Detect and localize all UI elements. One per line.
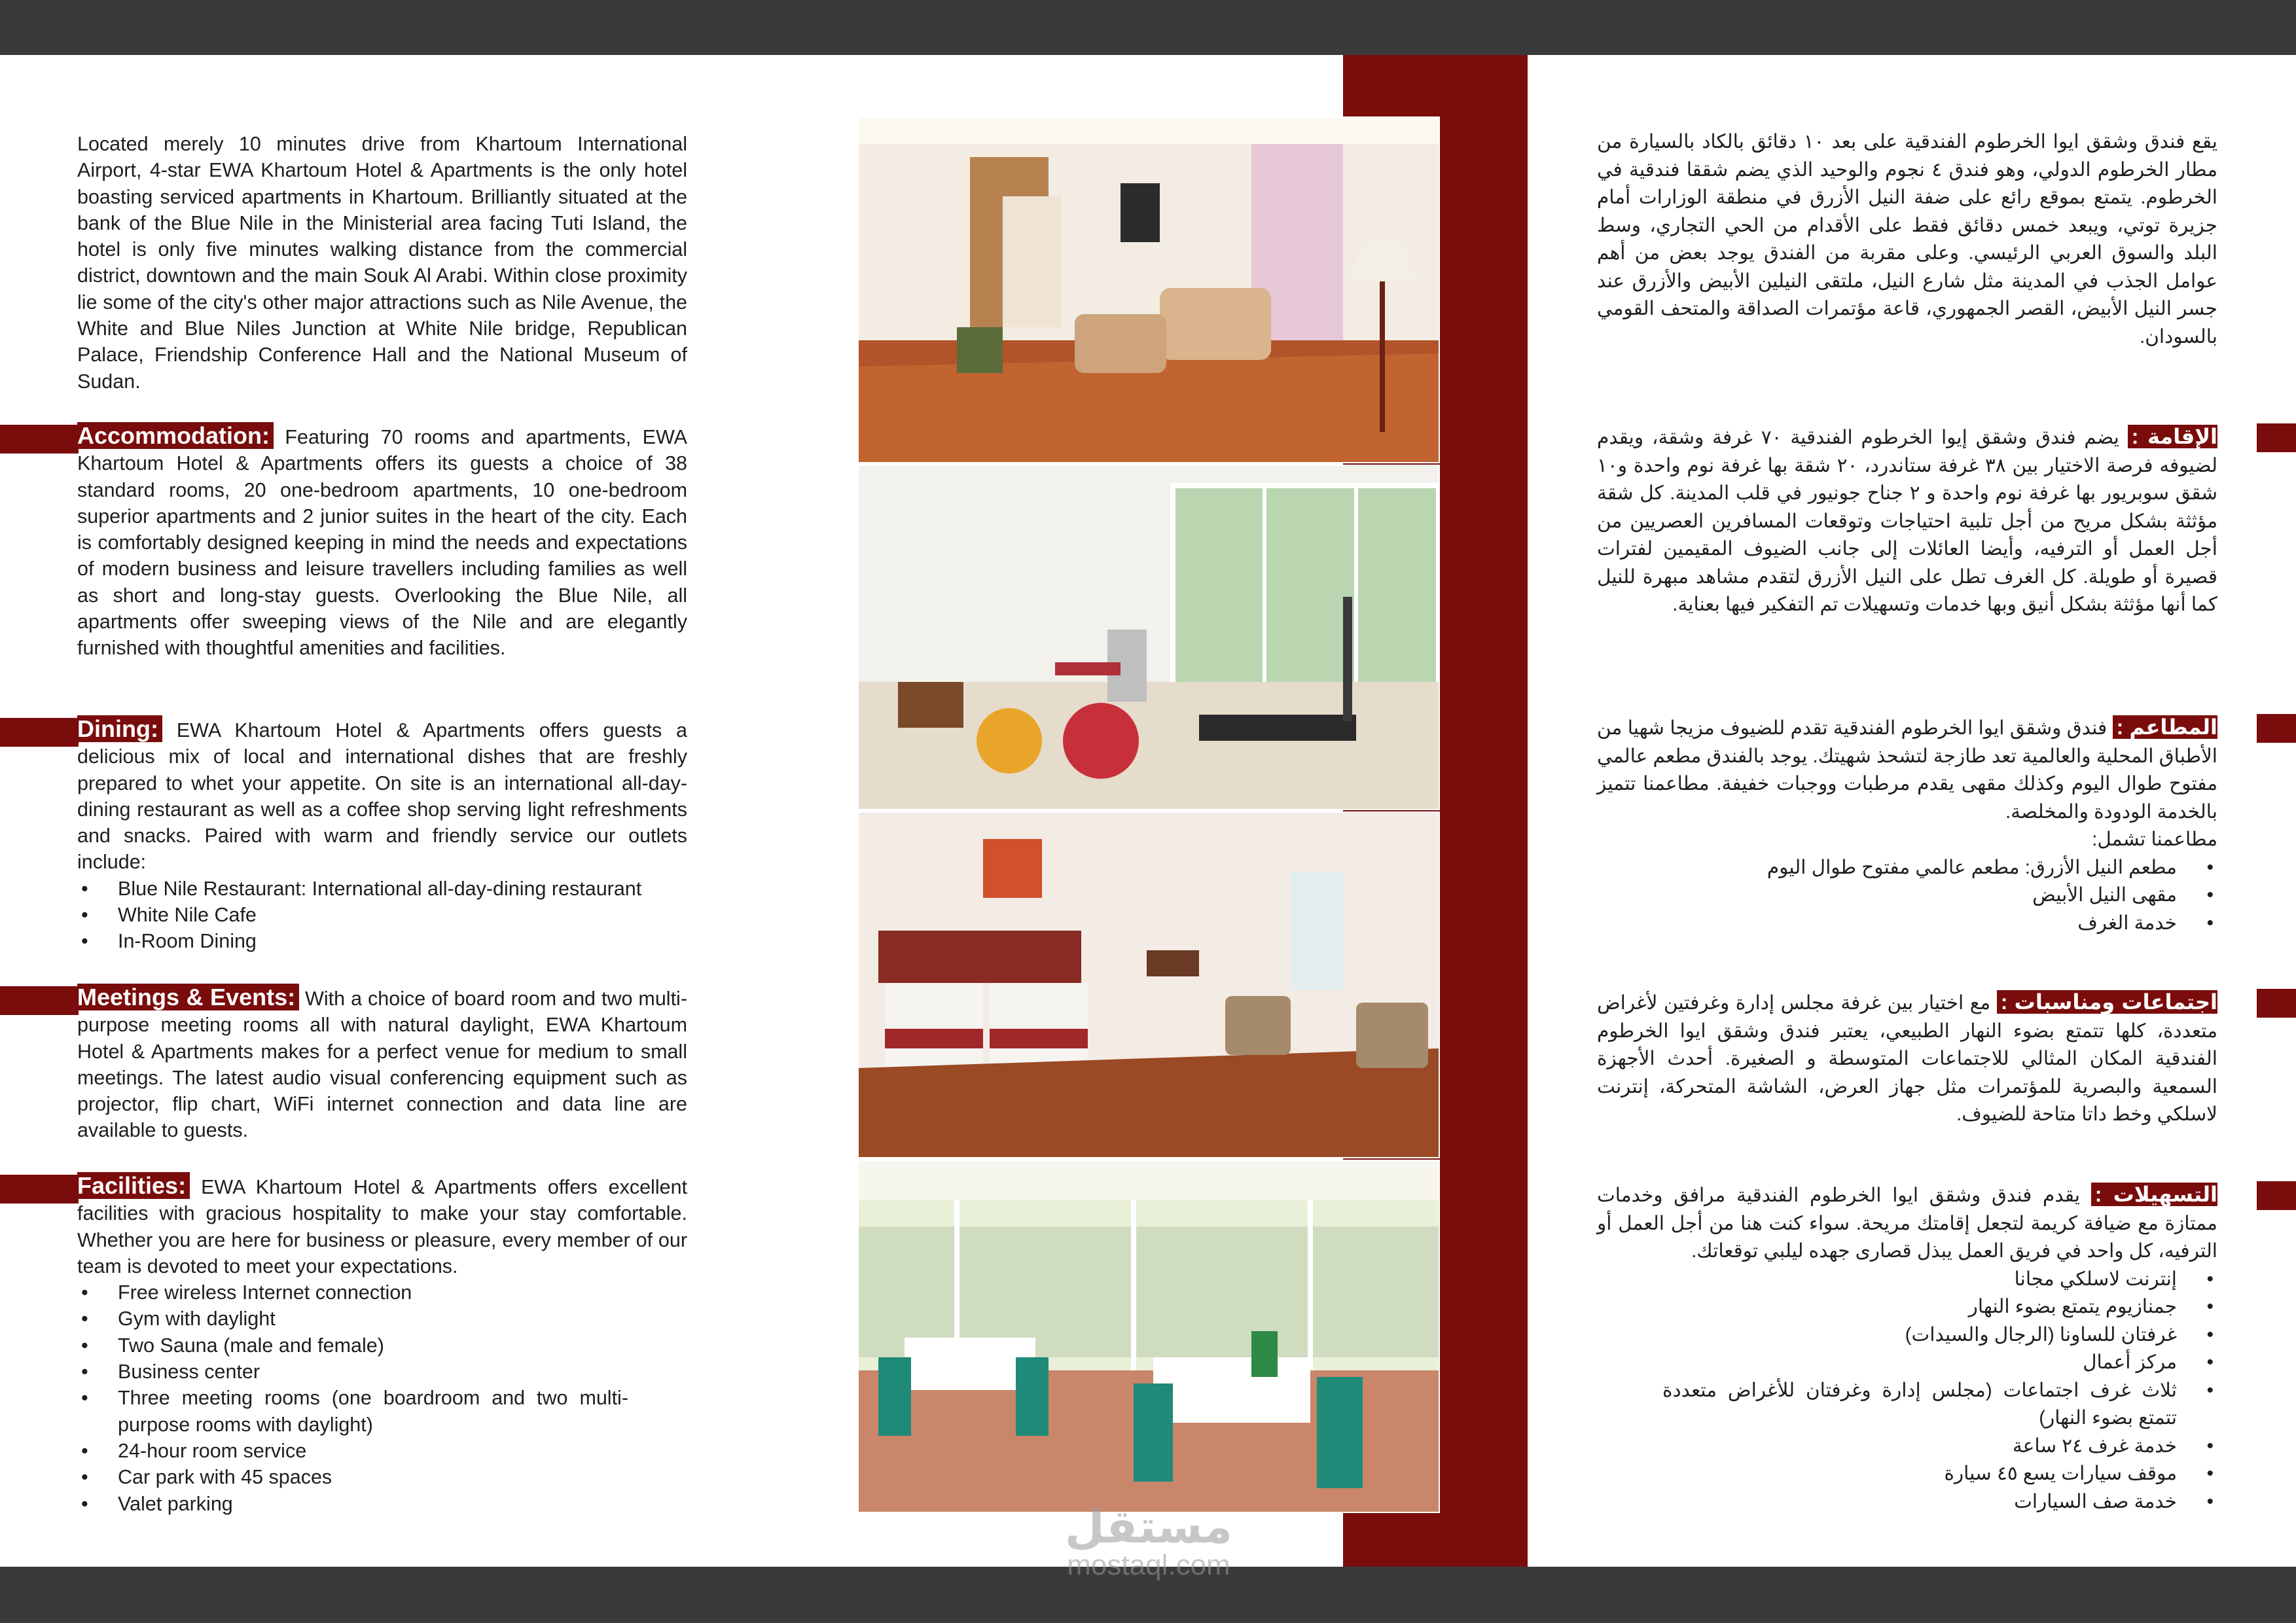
accommodation-text-ar: يضم فندق وشقق إيوا الخرطوم الفندقية ٧٠ غرفة وشقة، ويقدم لضيوفه فرصة الاختيار بين ٣٨ غرفة ستاندرد، ٢٠ شقة بها غرفة نوم واحدة و١٠ شقق سوبريور بها غرفة نوم واحدة و ٢ جناح جونيور في قلب المدينة. كل شقة مؤثثة بشكل مريح من أجل تلبية احتياجات وتوقعات المسافرين العصريين من أجل العمل أو الترفيه، وأيضا العائلات إلى جانب الضيوف المقيمين لفترات قصيرة أو طويلة. كل الغرف تطل على النيل الأزرق لتقدم مشاهد مبهرة للنيل كما أنها مؤثثة بشكل أنيق وبها خدمات وتسهيلات تم التفكير فيها بعناية. bbox=[1597, 427, 2217, 615]
accommodation-bar-en bbox=[0, 425, 79, 454]
facilities-bar-en bbox=[0, 1175, 79, 1204]
dining-heading-en: Dining: bbox=[77, 715, 162, 742]
english-intro bbox=[77, 131, 687, 395]
apartment-living-room-photo bbox=[857, 116, 1440, 463]
facilities-text-en: EWA Khartoum Hotel & Apartments offers excellent facilities with gracious hospitality to make your stay comfortable. Whether you are here for business or pleasure, every member of our team is devoted to meet your expectations. bbox=[77, 1176, 688, 1277]
dining-heading-ar: المطاعم : bbox=[2113, 715, 2217, 739]
facilities-text-ar: يقدم فندق وشقق ايوا الخرطوم الفندقية مرافق وخدمات ممتازة مع ضيافة كريمة لتجعل إقامتك مريحة. سواء كنت هنا من أجل العمل أو الترفيه، كل واحد في فريق العمل يبذل قصارى جهده ليلبي توقعاتك. bbox=[1597, 1185, 2217, 1262]
list-item: • خدمة صف السيارات bbox=[1597, 1488, 2217, 1516]
dining-list-en bbox=[77, 876, 687, 955]
list-item: • جمنازيوم يتمتع بضوء النهار bbox=[1597, 1293, 2217, 1321]
list-item: • ثلاث غرف اجتماعات (مجلس إدارة وغرفتان للأغراض متعددة تتمتع بضوء النهار) bbox=[1597, 1377, 2217, 1433]
arabic-accommodation bbox=[1597, 423, 2217, 619]
arabic-facilities bbox=[1597, 1181, 2217, 1516]
english-dining bbox=[77, 716, 687, 955]
dining-bar-en bbox=[0, 718, 79, 747]
meetings-bar-ar bbox=[2257, 989, 2296, 1018]
facilities-heading-ar: التسهيلات : bbox=[2091, 1183, 2217, 1206]
restaurant-photo bbox=[857, 1160, 1440, 1513]
list-item: • 24-hour room service bbox=[77, 1438, 687, 1464]
list-item: • Car park with 45 spaces bbox=[77, 1464, 687, 1490]
list-item: • White Nile Cafe bbox=[77, 902, 687, 928]
list-item: • Three meeting rooms (one boardroom and two multi-purpose rooms with daylight) bbox=[77, 1385, 687, 1438]
meetings-bar-en bbox=[0, 986, 79, 1015]
arabic-meetings bbox=[1597, 988, 2217, 1129]
watermark-logo: مستقل bbox=[1064, 1500, 1232, 1554]
accommodation-text-en: Featuring 70 rooms and apartments, EWA Khartoum Hotel & Apartments offers its guests a choice of 38 standard rooms, 20 one-bedroom apartments, 10 one-bedroom superior apartments and 2 junior suites in the heart of the city. Each is comfortably designed keeping in mind the needs and expectations of modern business and leisure travellers including families as well as short and long-stay guests. Overlooking the Blue Nile, all apartments offer sweeping views of the Nile and are elegantly furnished with thoughtful amenities and facilities. bbox=[77, 426, 687, 660]
list-item: • موقف سيارات يسع ٤٥ سيارة bbox=[1597, 1460, 2217, 1488]
dining-list-intro-ar: مطاعمنا تشمل: bbox=[2092, 829, 2217, 850]
arabic-dining bbox=[1597, 713, 2217, 937]
accommodation-heading-ar: الإقامة : bbox=[2128, 425, 2217, 448]
list-item: • Valet parking bbox=[77, 1491, 687, 1517]
dining-text-en: EWA Khartoum Hotel & Apartments offers guests a delicious mix of local and international dishes that are freshly prepared to whet your appetite. On site is an international all-day-dining restaurant as well as a coffee shop serving light refreshments and snacks. Paired with warm and friendly service our outlets include: bbox=[77, 719, 688, 874]
accommodation-heading-en: Accommodation: bbox=[77, 422, 274, 449]
arabic-intro bbox=[1597, 128, 2217, 351]
english-facilities bbox=[77, 1173, 687, 1517]
list-item: • Free wireless Internet connection bbox=[77, 1279, 687, 1306]
top-band bbox=[0, 0, 2296, 55]
list-item: • In-Room Dining bbox=[77, 928, 687, 954]
meetings-heading-en: Meetings & Events: bbox=[77, 984, 299, 1010]
facilities-bar-ar bbox=[2257, 1181, 2296, 1210]
list-item: • مطعم النيل الأزرق: مطعم عالمي مفتوح طوال اليوم bbox=[1597, 854, 2217, 882]
list-item: • مقهى النيل الأبيض bbox=[1597, 882, 2217, 910]
list-item: • خدمة الغرف bbox=[1597, 910, 2217, 938]
english-intro-text: Located merely 10 minutes drive from Khartoum International Airport, 4-star EWA Khartoum Hotel & Apartments is the only hotel boasting serviced apartments in Khartoum. Brilliantly situated at the bank of the Blue Nile in the Ministerial area facing Tuti Island, the hotel is only five minutes walking distance from the commercial district, downtown and the main Souk Al Arabi. Within close proximity lie some of the city's other major attractions such as Nile Avenue, the White and Blue Niles Junction at White Nile bridge, Republican Palace, Friendship Conference Hall and the National Museum of Sudan. bbox=[77, 133, 687, 393]
list-item: • مركز أعمال bbox=[1597, 1349, 2217, 1377]
meetings-text-en: With a choice of board room and two multi-purpose meeting rooms all with natural daylight, EWA Khartoum Hotel & Apartments makes for a perfect venue for medium to small meetings. The latest audio visual conferencing equipment such as projector, flip chart, WiFi internet connection and data line are available to guests. bbox=[77, 988, 687, 1142]
list-item: • Blue Nile Restaurant: International all-day-dining restaurant bbox=[77, 876, 687, 902]
bedroom-photo bbox=[857, 812, 1440, 1158]
list-item: • إنترنت لاسلكي مجانا bbox=[1597, 1266, 2217, 1294]
gym-photo bbox=[857, 465, 1440, 810]
list-item: • Gym with daylight bbox=[77, 1306, 687, 1332]
list-item: • Two Sauna (male and female) bbox=[77, 1332, 687, 1359]
facilities-heading-en: Facilities: bbox=[77, 1172, 190, 1199]
meetings-text-ar: مع اختيار بين غرفة مجلس إدارة وغرفتين لأغراض متعددة، كلها تتمتع بضوء النهار الطبيعي، يعتبر فندق وشقق ايوا الخرطوم الفندقية المكان المثالي للاجتماعات المتوسطة و الصغيرة. أحدث الأجهزة السمعية والبصرية للمؤتمرات مثل جهاز العرض، الشاشة المتحركة، إنترنت لاسلكي وخط داتا متاحة للضيوف. bbox=[1597, 992, 2217, 1125]
facilities-list-ar bbox=[1597, 1266, 2217, 1516]
accommodation-bar-ar bbox=[2257, 423, 2296, 452]
dining-bar-ar bbox=[2257, 714, 2296, 743]
watermark-text: mostaql.com bbox=[1067, 1549, 1230, 1581]
english-accommodation bbox=[77, 423, 687, 662]
list-item: • غرفتان للساونا (الرجال والسيدات) bbox=[1597, 1321, 2217, 1349]
list-item: • Business center bbox=[77, 1359, 687, 1385]
meetings-heading-ar: اجتماعات ومناسبات : bbox=[1997, 990, 2217, 1014]
list-item: • خدمة غرف ٢٤ ساعة bbox=[1597, 1433, 2217, 1461]
english-meetings bbox=[77, 984, 687, 1144]
watermark bbox=[1011, 1500, 1286, 1581]
arabic-intro-text: يقع فندق وشقق ايوا الخرطوم الفندقية على بعد ١٠ دقائق بالكاد بالسيارة من مطار الخرطوم الدولي، وهو فندق ٤ نجوم والوحيد الذي يضم شققا فندقية في الخرطوم. يتمتع بموقع رائع على ضفة النيل الأزرق في منطقة الوزارات أمام جزيرة توتي، ويبعد خمس دقائق فقط على الأقدام من الحي التجاري، وسط البلد والسوق العربي الرئيسي. وعلى مقربة من الفندق يوجد بعض من أهم عوامل الجذب في المدينة مثل شارع النيل، ملتقى النيلين الأبيض والأزرق عند جسر النيل الأبيض، القصر الجمهوري، قاعة مؤتمرات الصداقة والمتحف القومي بالسودان. bbox=[1597, 131, 2217, 348]
dining-list-ar bbox=[1597, 854, 2217, 938]
dining-text-ar: فندق وشقق ايوا الخرطوم الفندقية تقدم للضيوف مزيجا شهيا من الأطباق المحلية والعالمية تعد طازجة لتشحذ شهيتك. يوجد بالفندق مطعم عالمي مفتوح طوال اليوم وكذلك مقهى يقدم مرطبات ووجبات خفيفة. مطاعمنا تتميز بالخدمة الودودة والمخلصة. bbox=[1597, 717, 2217, 823]
facilities-list-en bbox=[77, 1279, 687, 1517]
